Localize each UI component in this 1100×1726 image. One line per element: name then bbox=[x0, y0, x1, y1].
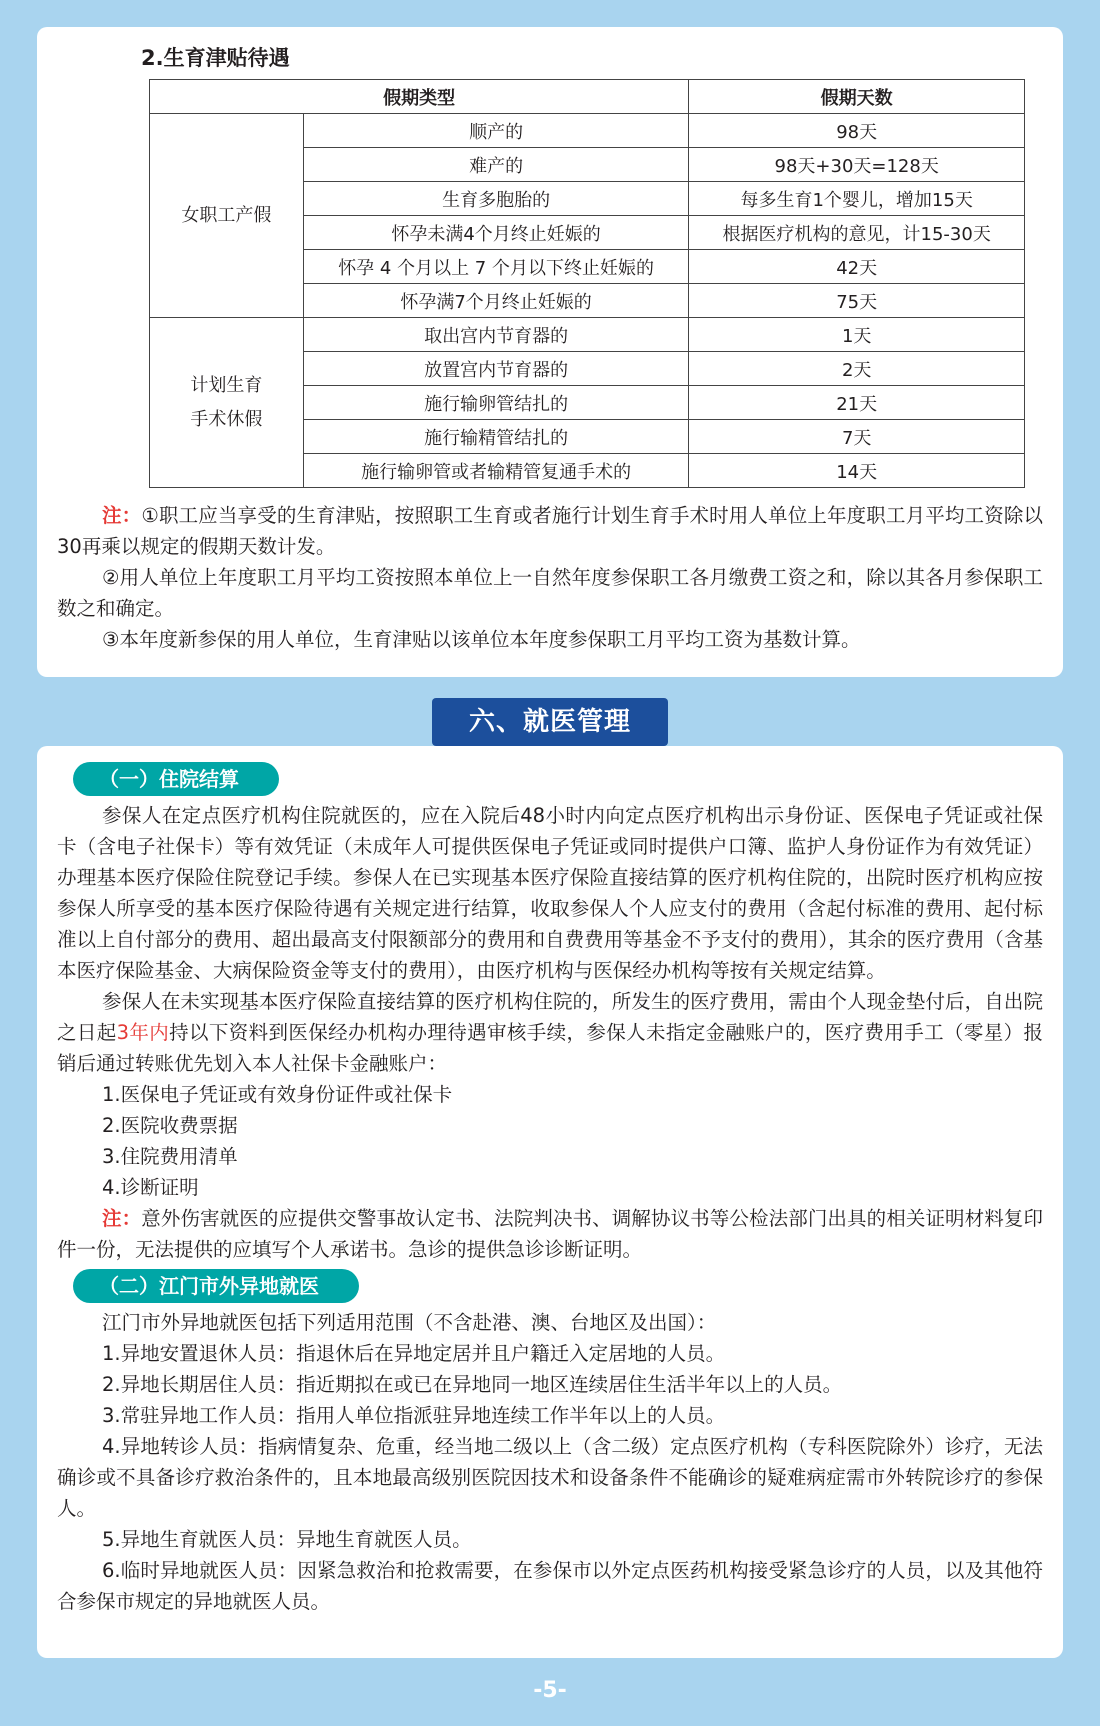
category-line: 计划生育 bbox=[190, 374, 263, 396]
leave-days-cell: 2天 bbox=[689, 352, 1025, 386]
leave-days-cell: 42天 bbox=[689, 250, 1025, 284]
leave-table bbox=[149, 79, 1025, 488]
note-text: 意外伤害就医的应提供交警事故认定书、法院判决书、调解协议书等公检法部门出具的相关证明材料复印件一份，无法提供的应填写个人承诺书。急诊的提供急诊诊断证明。 bbox=[57, 1207, 1043, 1261]
list-item: 2.异地长期居住人员：指近期拟在或已在异地同一地区连续居住生活半年以上的人员。 bbox=[102, 1373, 843, 1396]
subsection-pill-hospital-settlement: （一）住院结算 bbox=[73, 762, 279, 796]
body-paragraph: 参保人在定点医疗机构住院就医的，应在入院后48小时内向定点医疗机构出示身份证、医保电子凭证或社保卡（含电子社保卡）等有效凭证（未成年人可提供医保电子凭证或同时提供户口簿、监护人身份证作为有效凭证）办理基本医疗保险住院登记手续。参保人在已实现基本医疗保险直接结算的医疗机构住院的，出院时医疗机构应按参保人所享受的基本医疗保险待遇有关规定进行结算，收取参保人个人应支付的费用（含起付标准的费用、起付标准以上自付部分的费用、超出最高支付限额部分的费用和自费费用等基金不予支付的费用），其余的医疗费用（含基本医疗保险基金、大病保险资金等支付的费用），由医疗机构与医保经办机构等按有关规定结算。 bbox=[57, 804, 1043, 982]
category-maternity-leave: 女职工产假 bbox=[150, 114, 304, 318]
leave-type-cell: 怀孕未满4个月终止妊娠的 bbox=[303, 216, 689, 250]
note-label: 注： bbox=[102, 504, 142, 527]
subsection-pill-out-of-city: （二）江门市外异地就医 bbox=[73, 1269, 359, 1303]
leave-type-cell: 怀孕满7个月终止妊娠的 bbox=[303, 284, 689, 318]
category-family-planning bbox=[150, 318, 304, 488]
leave-type-cell: 施行输精管结扎的 bbox=[303, 420, 689, 454]
table-row bbox=[150, 114, 1025, 148]
note-paragraph: ③本年度新参保的用人单位，生育津贴以该单位本年度参保职工月平均工资为基数计算。 bbox=[102, 628, 861, 651]
list-item: 1.异地安置退休人员：指退休后在异地定居并且户籍迁入定居地的人员。 bbox=[102, 1342, 726, 1365]
leave-type-cell: 生育多胞胎的 bbox=[303, 182, 689, 216]
list-item: 4.诊断证明 bbox=[102, 1176, 199, 1199]
leave-type-cell: 难产的 bbox=[303, 148, 689, 182]
list-item: 6.临时异地就医人员：因紧急救治和抢救需要，在参保市以外定点医药机构接受紧急诊疗的人员，以及其他符合参保市规定的异地就医人员。 bbox=[57, 1559, 1043, 1613]
text-span: 参保人在未实现基本医疗保险直接结算的医疗机构住院的，所发生的医疗费用，需由个人现金垫付后，自出院之日起 bbox=[57, 990, 1043, 1044]
leave-days-cell: 98天+30天=128天 bbox=[689, 148, 1025, 182]
note-paragraph: ②用人单位上年度职工月平均工资按照本单位上一自然年度参保职工各月缴费工资之和，除以其各月参保职工数之和确定。 bbox=[57, 566, 1043, 620]
note-paragraph bbox=[57, 1203, 1043, 1265]
text-span: 持以下资料到医保经办机构办理待遇审核手续，参保人未指定金融账户的，医疗费用手工（零星）报销后通过转账优先划入本人社保卡金融账户： bbox=[57, 1021, 1043, 1075]
note-paragraph bbox=[57, 500, 1043, 562]
leave-days-cell: 14天 bbox=[689, 454, 1025, 488]
category-line: 手术休假 bbox=[190, 408, 263, 430]
list-item: 3.常驻异地工作人员：指用人单位指派驻异地连续工作半年以上的人员。 bbox=[102, 1404, 726, 1427]
list-item: 1.医保电子凭证或有效身份证件或社保卡 bbox=[102, 1083, 453, 1106]
section-banner: 六、就医管理 bbox=[432, 698, 668, 746]
medical-management-card bbox=[37, 746, 1063, 1658]
body-paragraph bbox=[57, 986, 1043, 1079]
leave-days-cell: 98天 bbox=[689, 114, 1025, 148]
header-leave-days: 假期天数 bbox=[689, 80, 1025, 114]
section-title: 2.生育津贴待遇 bbox=[141, 46, 290, 70]
table-row bbox=[150, 318, 1025, 352]
leave-type-cell: 施行输卵管结扎的 bbox=[303, 386, 689, 420]
highlight-deadline: 3年内 bbox=[116, 1021, 170, 1044]
list-item: 5.异地生育就医人员：异地生育就医人员。 bbox=[102, 1528, 472, 1551]
list-item: 3.住院费用清单 bbox=[102, 1145, 238, 1168]
list-item: 2.医院收费票据 bbox=[102, 1114, 238, 1137]
leave-days-cell: 根据医疗机构的意见，计15-30天 bbox=[689, 216, 1025, 250]
leave-days-cell: 21天 bbox=[689, 386, 1025, 420]
header-leave-type: 假期类型 bbox=[150, 80, 689, 114]
leave-type-cell: 怀孕 4 个月以上 7 个月以下终止妊娠的 bbox=[303, 250, 689, 284]
table-header-row bbox=[150, 80, 1025, 114]
leave-type-cell: 取出宫内节育器的 bbox=[303, 318, 689, 352]
page-number: -5- bbox=[533, 1678, 567, 1703]
leave-type-cell: 放置宫内节育器的 bbox=[303, 352, 689, 386]
leave-days-cell: 1天 bbox=[689, 318, 1025, 352]
maternity-allowance-card bbox=[37, 27, 1063, 677]
leave-type-cell: 顺产的 bbox=[303, 114, 689, 148]
note-text: ①职工应当享受的生育津贴，按照职工生育或者施行计划生育手术时用人单位上年度职工月平均工资除以30再乘以规定的假期天数计发。 bbox=[57, 504, 1043, 558]
leave-days-cell: 7天 bbox=[689, 420, 1025, 454]
notes-block bbox=[57, 500, 1043, 655]
note-label: 注： bbox=[102, 1207, 142, 1230]
list-item: 4.异地转诊人员：指病情复杂、危重，经当地二级以上（含二级）定点医疗机构（专科医院除外）诊疗，无法确诊或不具备诊疗救治条件的，且本地最高级别医院因技术和设备条件不能确诊的疑难病症需市外转院诊疗的参保人。 bbox=[57, 1435, 1043, 1520]
leave-type-cell: 施行输卵管或者输精管复通手术的 bbox=[303, 454, 689, 488]
leave-days-cell: 每多生育1个婴儿，增加15天 bbox=[689, 182, 1025, 216]
body-paragraph: 江门市外异地就医包括下列适用范围（不含赴港、澳、台地区及出国）： bbox=[102, 1311, 717, 1334]
leave-days-cell: 75天 bbox=[689, 284, 1025, 318]
